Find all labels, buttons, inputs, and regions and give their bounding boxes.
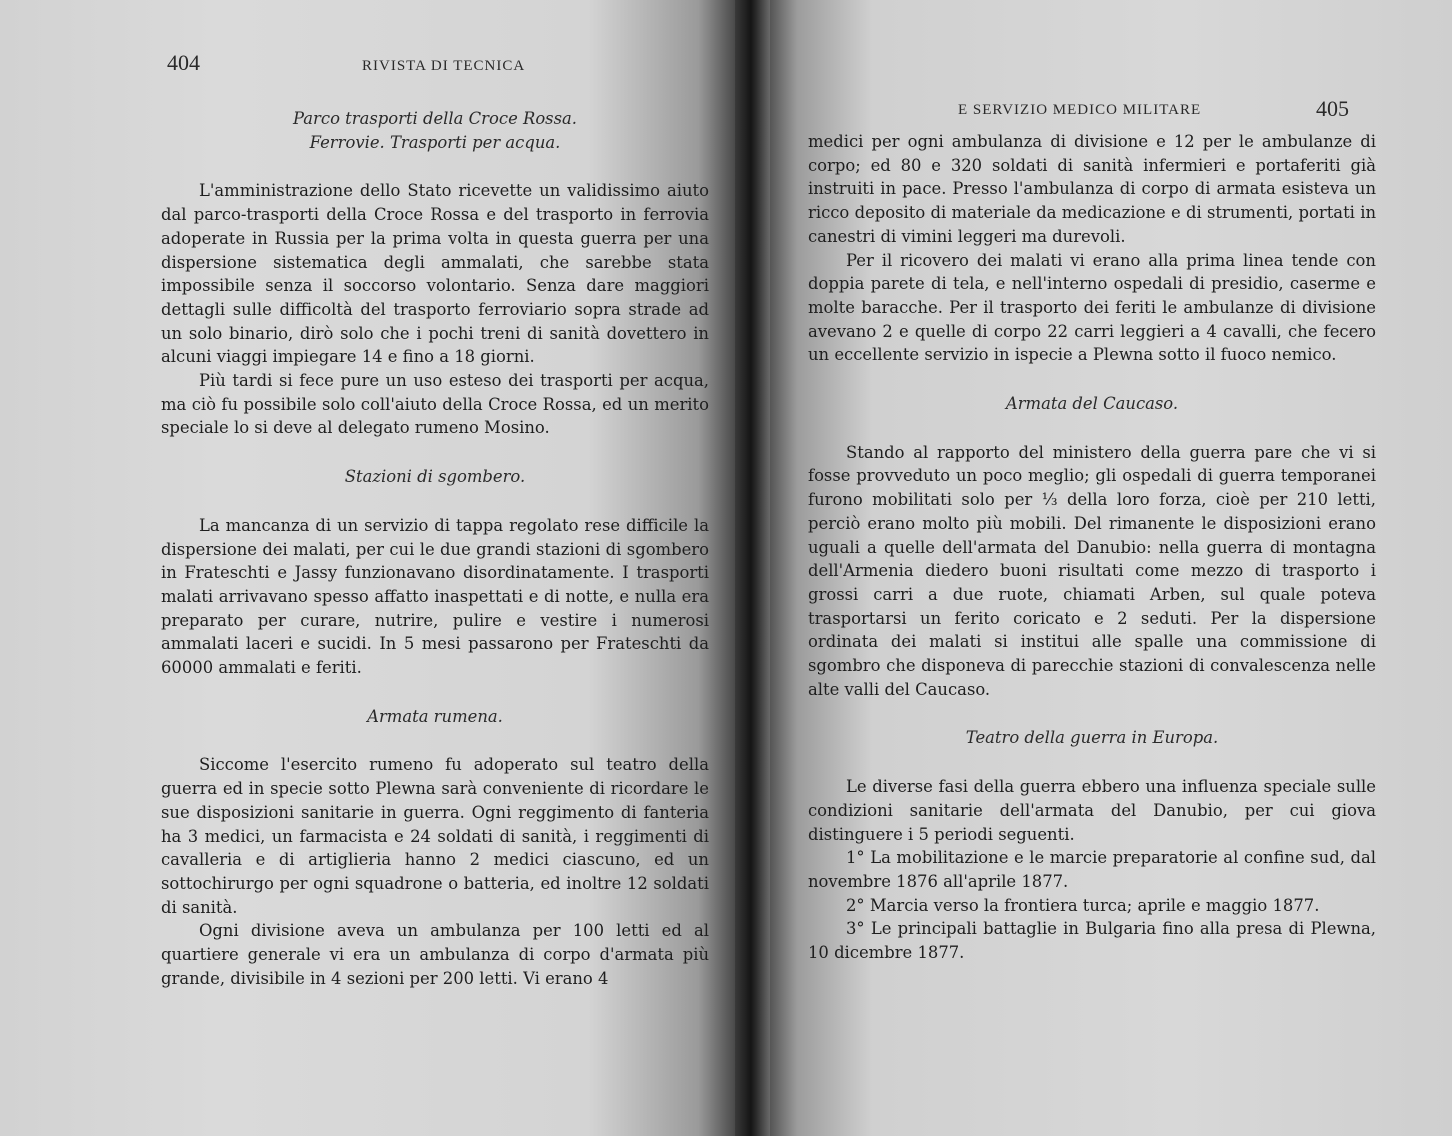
paragraph: medici per ogni ambulanza di divisione e 12 per le ambulanze di corpo; ed 80 e 320 soldati di sanità infermieri e portaferiti già instruiti in pace. Presso l'ambulanza di corpo di armata esisteva un ricco deposito di materiale da medicazione e di strumenti, portati in canestri di vimini leggeri ma durevoli. <box>808 132 1376 246</box>
running-head: E SERVIZIO MEDICO MILITARE <box>958 102 1202 118</box>
page-number: 405 <box>1316 96 1349 121</box>
list-item: 2° Marcia verso la frontiera turca; aprile e maggio 1877. <box>846 895 1320 915</box>
paragraph: Le diverse fasi della guerra ebbero una influenza speciale sulle condizioni sanitarie dell'armata del Danubio, per cui giova distinguere i 5 periodi seguenti. <box>808 777 1376 844</box>
paragraph: Per il ricovero dei malati vi erano alla prima linea tende con doppia parete di tela, e nell'interno ospedali di presidio, caserme e molte baracche. Per il trasporto dei feriti le ambulanze di divisione avevano 2 e quelle di corpo 22 carri leggieri a 4 cavalli, che fecero un eccellente servizio in ispecie a Plewna sotto il fuoco nemico. <box>808 250 1376 365</box>
section-heading: Armata rumena. <box>367 706 503 726</box>
section-heading: Armata del Caucaso. <box>1005 394 1179 414</box>
book-gutter <box>735 0 770 1136</box>
paragraph: Stando al rapporto del ministero della guerra pare che vi si fosse provveduto un poco meglio; gli ospedali di guerra temporanei furono mobilitati solo per ⅓ della loro forza, cioè per 210 letti, perciò erano molto più mobili. Del rimanente le disposizioni erano uguali a quelle dell'armata del Danubio: nella guerra di montagna dell'Armenia diedero buoni risultati come mezzo di trasporto i grossi carri a due ruote, chiamati Arben, sul quale poteva trasportarsi un ferito coricato e 2 seduti. Per la dispersione ordinata dei malati si institui alle spalle una commissione di sgombro che disponeva di parecchie stazioni di convalescenza nelle alte valli del Caucaso. <box>808 442 1376 699</box>
paragraph: Più tardi si fece pure un uso esteso dei trasporti per acqua, ma ciò fu possibile solo coll'aiuto della Croce Rossa, ed un merito speciale lo si deve al delegato rumeno Mosino. <box>161 371 709 438</box>
right-page <box>770 0 1452 1136</box>
paragraph: La mancanza di un servizio di tappa regolato rese difficile la dispersione dei malati, per cui le due grandi stazioni di sgombero in Frateschti e Jassy funzionavano disordinatamente. I trasporti malati arrivavano spesso affatto inaspettati e di notte, e nulla era preparato per curare, nutrire, pulire e vestire i numerosi ammalati laceri e sucidi. In 5 mesi passarono per Frateschti da 60000 ammalati e feriti. <box>161 515 709 678</box>
right-text-block <box>808 130 1376 965</box>
list-item: 3° Le principali battaglie in Bulgaria fino alla presa di Plewna, 10 dicembre 1877. <box>808 919 1376 963</box>
section-heading: Stazioni di sgombero. <box>344 467 526 487</box>
left-text-block <box>161 107 709 991</box>
paragraph: L'amministrazione dello Stato ricevette un validissimo aiuto dal parco-trasporti della Croce Rossa e del trasporto in ferrovia adoperate in Russia per la prima volta in questa guerra per una dispersione sistematica degli ammalati, che sarebbe stata impossibile senza il soccorso volontario. Senza dare maggiori dettagli sulle difficoltà del trasporto ferroviario sopra strade ad un solo binario, dirò solo che i pochi treni di sanità dovettero in alcuni viaggi impiegare 14 e fino a 18 giorni. <box>161 181 709 367</box>
page-number: 404 <box>167 50 200 75</box>
section-heading: Ferrovie. Trasporti per acqua. <box>309 132 561 152</box>
paragraph: Siccome l'esercito rumeno fu adoperato sul teatro della guerra ed in specie sotto Plewna sarà conveniente di ricordare le sue disposizioni sanitarie in guerra. Ogni reggimento di fanteria ha 3 medici, un farmacista e 24 soldati di sanità, i reggimenti di cavalleria e di artiglieria hanno 2 medici ciascuno, ed un sottochirurgo per ogni squadrone o batteria, ed inoltre 12 soldati di sanità. <box>161 755 709 917</box>
running-head: RIVISTA DI TECNICA <box>362 58 526 74</box>
section-heading: Parco trasporti della Croce Rossa. <box>292 109 577 128</box>
list-item: 1° La mobilitazione e le marcie preparatorie al confine sud, dal novembre 1876 all'aprile 1877. <box>808 848 1376 891</box>
section-heading: Teatro della guerra in Europa. <box>965 728 1219 748</box>
paragraph: Ogni divisione aveva un ambulanza per 100 letti ed al quartiere generale vi era un ambulanza di corpo d'armata più grande, divisibile in 4 sezioni per 200 letti. Vi erano 4 <box>161 921 709 988</box>
